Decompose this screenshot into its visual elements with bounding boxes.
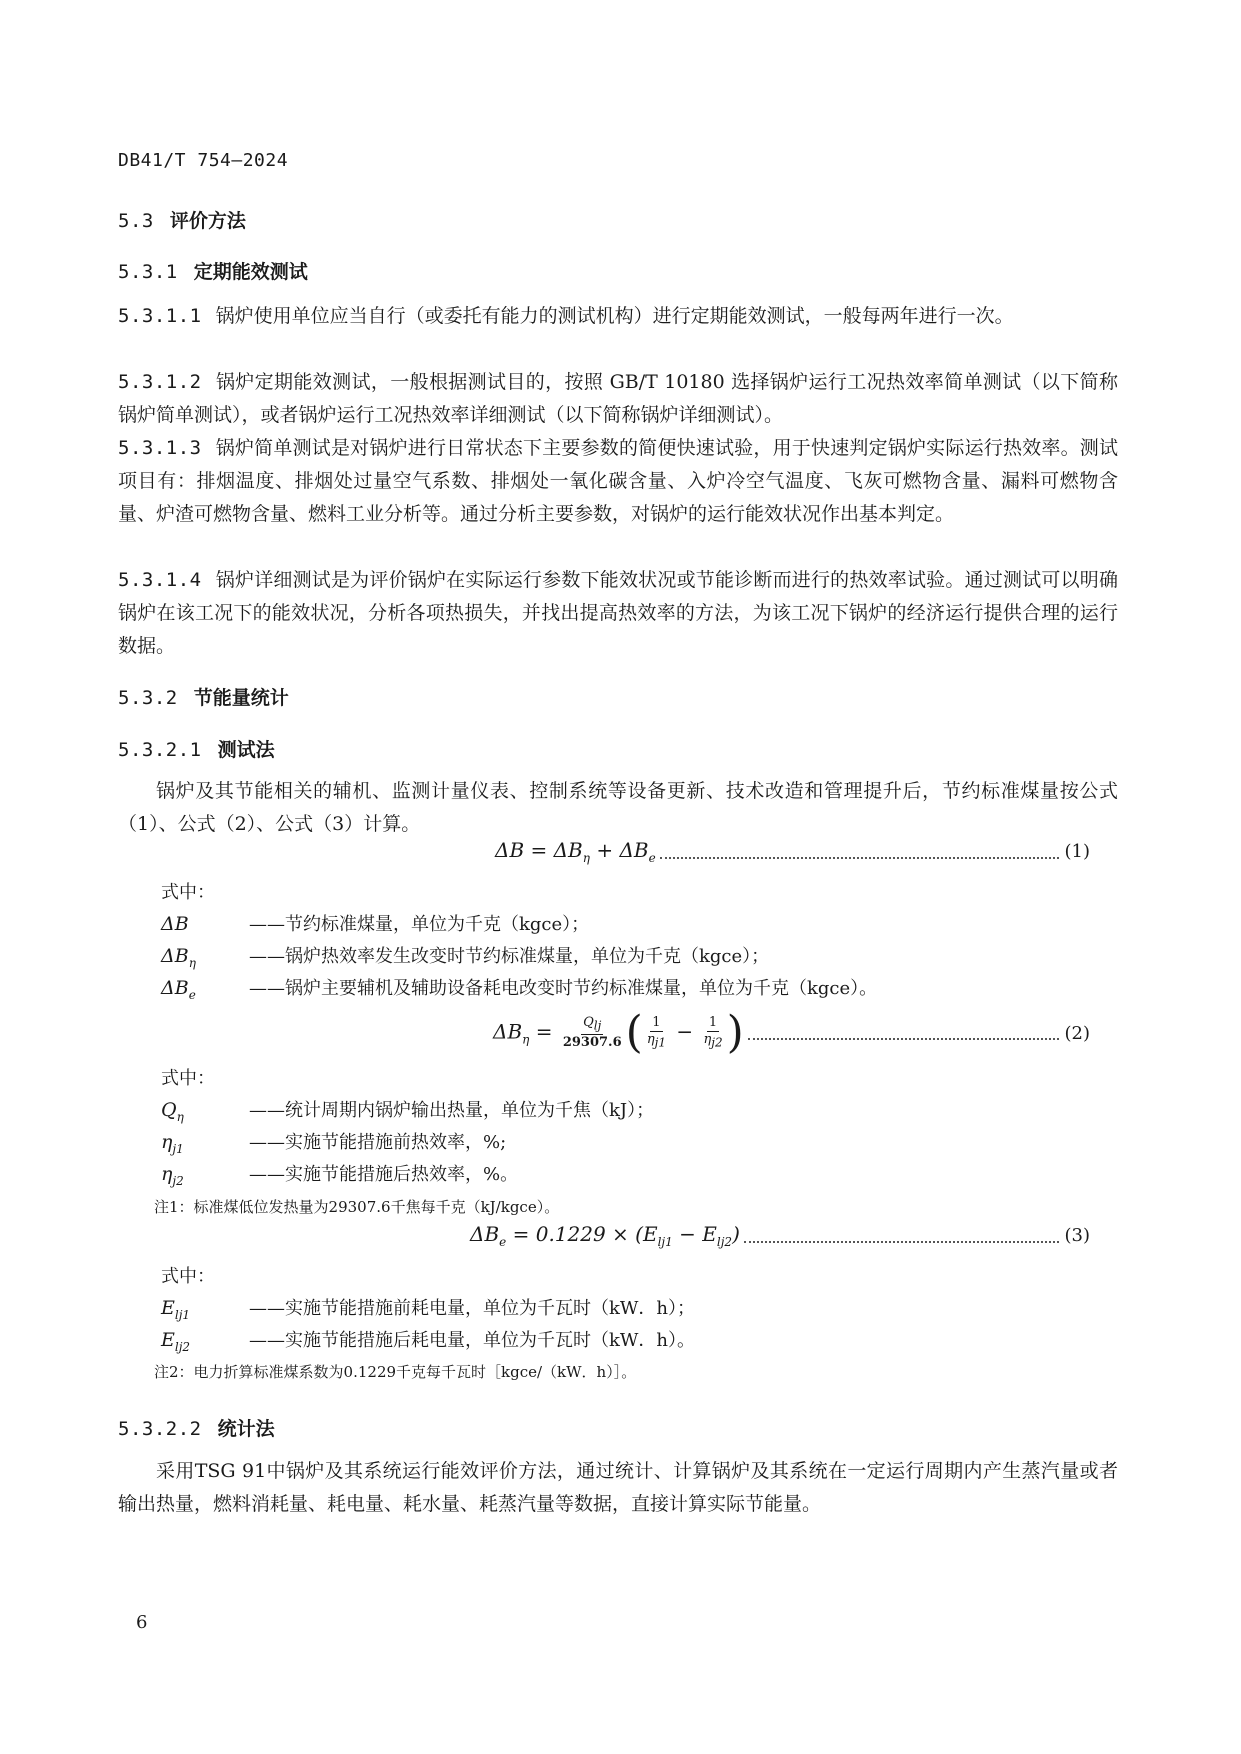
equation-2: [493, 1005, 1090, 1061]
equation-2-expression: $\Delta B_\eta$ = $\frac{Q_{lj}}{29307.6}$ ( $\frac{1}{\eta_{j1}}$ − $\frac{1}{\eta_{j2}}$ ): [493, 1007, 744, 1058]
equation-1-expression: $\Delta B = \Delta B_\eta + \Delta B_e$: [495, 838, 656, 865]
leader-dots: [660, 845, 1059, 859]
definition-row: $\eta_{j1}$ ——实施节能措施前热效率，%;: [161, 1131, 507, 1156]
equation-number: (2): [1064, 1022, 1090, 1044]
definition-row: $\eta_{j2}$ ——实施节能措施后热效率，%。: [161, 1163, 519, 1188]
test-method-paragraph: 锅炉及其节能相关的辅机、监测计量仪表、控制系统等设备更新、技术改造和管理提升后，节约标准煤量按公式（1）、公式（2）、公式（3）计算。: [118, 780, 1118, 835]
definition-row: $Q_\eta$ ——统计周期内锅炉输出热量，单位为千焦（kJ）；: [161, 1099, 655, 1124]
statistical-method-paragraph: 采用TSG 91中锅炉及其系统运行能效评价方法，通过统计、计算锅炉及其系统在一定运行周期内产生蒸汽量或者输出热量，燃料消耗量、耗电量、耗水量、耗蒸汽量等数据，直接计算实际节能量。: [118, 1460, 1118, 1515]
definition-row: $\Delta B_e$ ——锅炉主要辅机及辅助设备耗电改变时节约标准煤量，单位为千克（kgce）。: [161, 977, 878, 1002]
leader-dots: [744, 1229, 1059, 1243]
where-label: 式中：: [161, 1068, 215, 1089]
section-title: 节能量统计: [193, 687, 289, 709]
definition-row: ΔB ——节约标准煤量，单位为千克（kgce）；: [161, 913, 590, 935]
section-number: 5.3: [118, 210, 154, 232]
clause-5-3-1-2: [118, 366, 1118, 432]
section-5-3-2-heading: [118, 683, 289, 710]
section-5-3-heading: [118, 206, 246, 233]
where-block-2: [161, 1064, 654, 1192]
note-1: 注1：标准煤低位发热量为29307.6千焦每千克（kJ/kgce）。: [154, 1198, 560, 1216]
note-2: 注2：电力折算标准煤系数为0.1229千克每千瓦时［kgce/（kW．h）］。: [154, 1363, 637, 1381]
clause-5-3-1-1: [118, 300, 1118, 333]
definition-row: $E_{lj2}$ ——实施节能措施后耗电量，单位为千瓦时（kW．h）。: [161, 1329, 695, 1354]
section-number: 5.3.2: [118, 687, 178, 709]
where-label: 式中：: [161, 1266, 215, 1287]
section-title: 定期能效测试: [193, 261, 308, 283]
document-code: DB41/T 754—2024: [118, 150, 289, 171]
clause-text: 锅炉详细测试是为评价锅炉在实际运行参数下能效状况或节能诊断而进行的热效率试验。通过测试可以明确锅炉在该工况下的能效状况，分析各项热损失，并找出提高热效率的方法，为该工况下锅炉的经济运行提供合理的运行数据。: [118, 569, 1118, 657]
section-5-3-2-2-heading: [118, 1414, 275, 1441]
definition-row: $E_{lj1}$ ——实施节能措施前耗电量，单位为千瓦时（kW．h）；: [161, 1297, 695, 1322]
where-block-3: [161, 1262, 695, 1358]
clause-text: 锅炉定期能效测试，一般根据测试目的，按照 GB/T 10180 选择锅炉运行工况热效率简单测试（以下简称锅炉简单测试），或者锅炉运行工况热效率详细测试（以下简称锅炉详细测试）。: [118, 371, 1118, 426]
section-title: 测试法: [217, 739, 275, 761]
clause-number: 5.3.1.4: [118, 569, 202, 591]
clause-5-3-1-3: [118, 432, 1118, 531]
clause-number: 5.3.1.1: [118, 305, 202, 327]
section-title: 统计法: [217, 1418, 275, 1440]
section-number: 5.3.2.1: [118, 739, 202, 761]
definition-row: $\Delta B_\eta$ ——锅炉热效率发生改变时节约标准煤量，单位为千克（kgce）；: [161, 945, 770, 970]
clause-number: 5.3.1.2: [118, 371, 202, 393]
clause-text: 锅炉简单测试是对锅炉进行日常状态下主要参数的简便快速试验，用于快速判定锅炉实际运行热效率。测试项目有：排烟温度、排烟处过量空气系数、排烟处一氧化碳含量、入炉冷空气温度、飞灰可燃物含量、漏料可燃物含量、炉渣可燃物含量、燃料工业分析等。通过分析主要参数，对锅炉的运行能效状况作出基本判定。: [118, 437, 1118, 525]
clause-number: 5.3.1.3: [118, 437, 202, 459]
section-5-3-1-heading: [118, 257, 308, 284]
equation-3: [470, 1222, 1090, 1249]
clause-5-3-1-4: [118, 564, 1118, 663]
where-block-1: [161, 878, 877, 1006]
page-number: 6: [136, 1612, 148, 1633]
section-5-3-2-1-heading: [118, 735, 275, 762]
equation-number: (3): [1064, 1225, 1090, 1246]
clause-text: 锅炉使用单位应当自行（或委托有能力的测试机构）进行定期能效测试，一般每两年进行一次。: [215, 305, 1014, 327]
section-number: 5.3.2.2: [118, 1418, 202, 1440]
section-number: 5.3.1: [118, 261, 178, 283]
equation-1: [495, 838, 1090, 865]
equation-number: (1): [1064, 841, 1090, 862]
equation-3-expression: $\Delta B_e = 0.1229 \times (E_{lj1} - E_{lj2})$: [470, 1222, 740, 1249]
section-title: 评价方法: [169, 210, 246, 232]
where-label: 式中：: [161, 882, 215, 903]
leader-dots: [748, 1026, 1059, 1040]
